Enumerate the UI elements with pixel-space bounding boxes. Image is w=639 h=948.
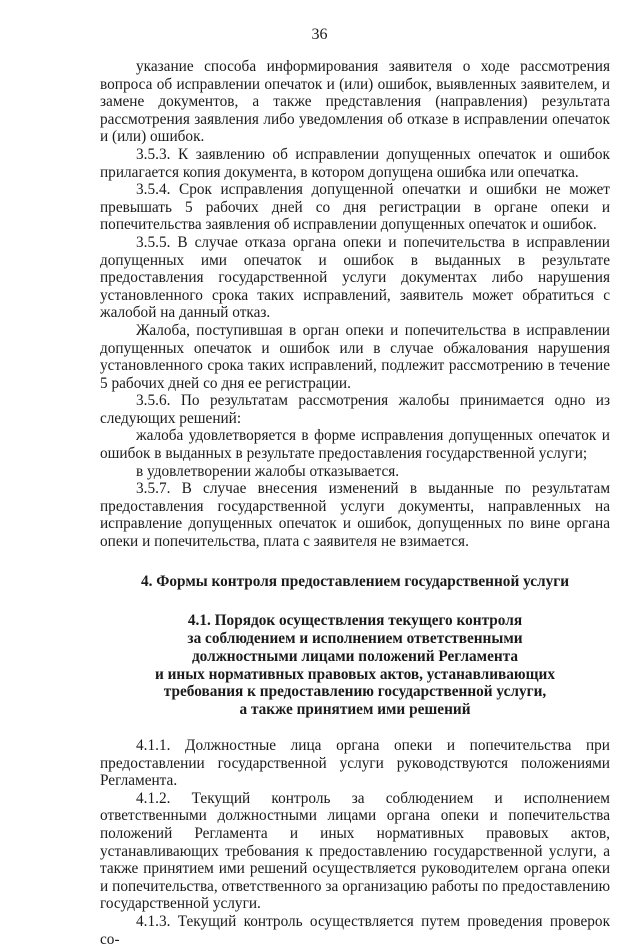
paragraph: в удовлетворении жалобы отказывается. [136,462,400,480]
section-heading: 4. Формы контроля предоставлением государственной услуги [140,572,570,590]
paragraph: 4.1.1. Должностные лица органа опеки и попечительства при предоставлении государственной услуги руководствуются положениями Регламента. [100,737,610,790]
paragraph: указание способа информирования заявителя о ходе рассмотрения вопроса об исправлении опечаток и (или) ошибок, выявленных заявителем, и замене документов, а также представления (направления) результата рассмотрения заявления либо уведомления об отказе в исправлении опечаток и (или) ошибок. [100,58,610,146]
paragraph: 3.5.7. В случае внесения изменений в выданные по результатам предоставления государственной услуги документы, направленных на исправление допущенных опечаток и ошибок, допущенных по вине органа опеки и попечительства, плата с заявителя не взимается. [100,480,610,551]
paragraph: 4.1.2. Текущий контроль за соблюдением и исполнением ответственными должностными лицами органа опеки и попечительства положений Регламента и иных нормативных правовых актов, устанавливающих требования к предоставлению государственной услуги, а также принятием ими решений осуществляется руководителем органа опеки и попечительства, ответственного за организацию работы по предоставлению государственной услуги. [100,789,610,913]
subsection-heading-line: должностными лицами положений Регламента [191,647,519,665]
paragraph: 3.5.3. К заявлению об исправлении допущенных опечаток и ошибок прилагается копия документа, в котором допущена ошибка или опечатка. [100,145,610,181]
page-number: 36 [311,26,328,43]
paragraph: 3.5.5. В случае отказа органа опеки и попечительства в исправлении допущенных ими опечаток и ошибок в выданных в результате предоставления государственной услуги документах либо нарушения установленного срока таких исправлений, заявитель может обратиться с жалобой на данный отказ. [100,233,610,322]
paragraph: 4.1.3. Текущий контроль осуществляется путем проведения проверок со- [100,912,610,948]
subsection-heading [100,612,610,719]
subsection-heading-line: за соблюдением и исполнением ответственными [187,630,523,648]
subsection-heading-line: а также принятием ими решений [239,701,471,719]
paragraph: Жалоба, поступившая в орган опеки и попечительства в исправлении допущенных опечаток и ошибок или в случае обжалования нарушения установленного срока таких исправлений, подлежит рассмотрению в течение 5 рабочих дней со дня ее регистрации. [100,321,610,392]
subsection-heading-line: 4.1. Порядок осуществления текущего контроля [187,612,523,630]
subsection-heading-line: требования к предоставлению государственной услуги, [163,683,547,701]
paragraph: 3.5.6. По результатам рассмотрения жалобы принимается одно из следующих решений: [100,392,610,427]
paragraph: жалоба удовлетворяется в форме исправления допущенных опечаток и ошибок в выданных в результате предоставления государственной услуги; [100,427,610,463]
document-body [100,58,610,948]
paragraph: 3.5.4. Срок исправления допущенной опечатки и ошибки не может превышать 5 рабочих дней со дня регистрации в органе опеки и попечительства заявления об исправлении допущенных опечаток и ошибок. [100,181,610,234]
subsection-heading-line: и иных нормативных правовых актов, устанавливающих [154,665,556,683]
